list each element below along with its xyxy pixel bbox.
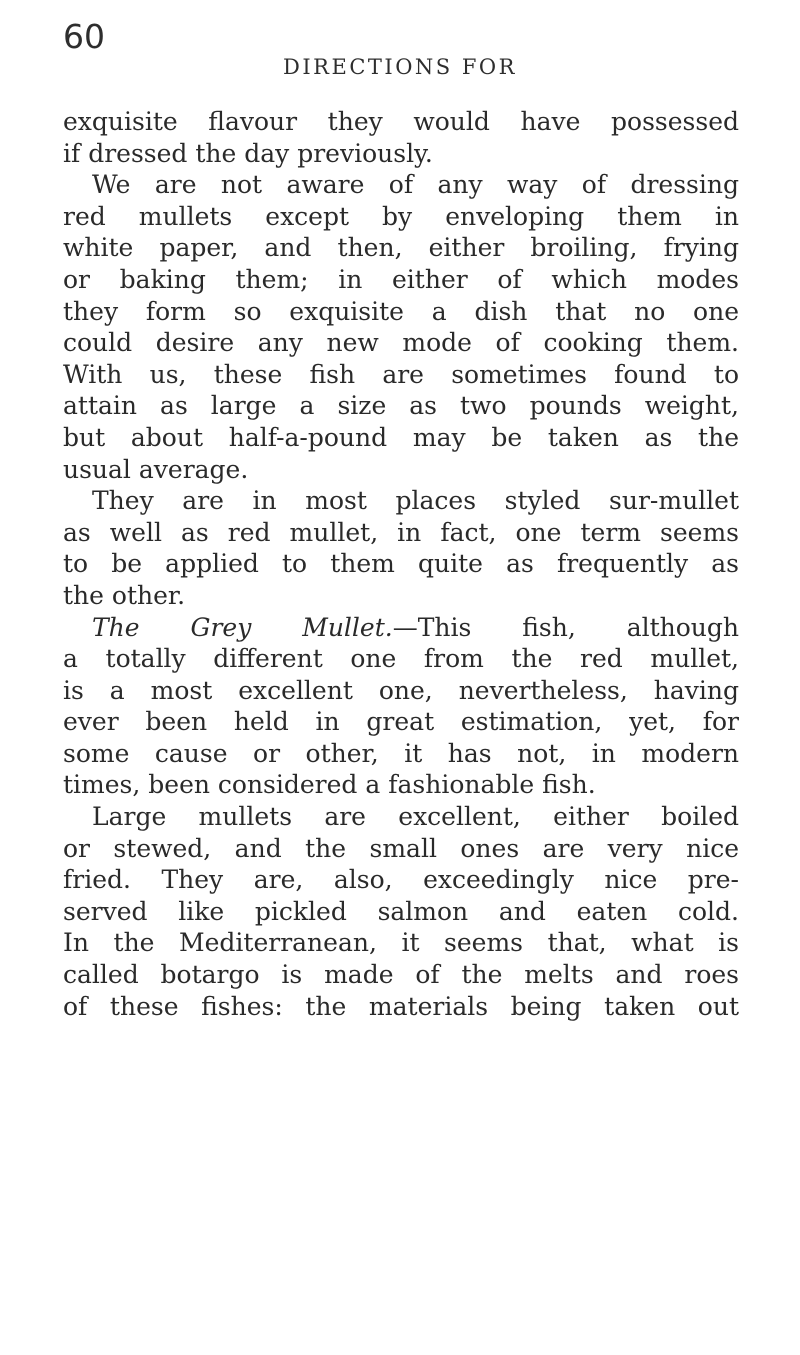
text-line: white paper, and then, either broiling, frying bbox=[63, 233, 739, 263]
text-line: some cause or other, it has not, in modern bbox=[63, 738, 739, 768]
text-line: They are in most places styled sur-mullet bbox=[92, 486, 739, 516]
text-line: Large mullets are excellent, either boiled bbox=[92, 802, 739, 832]
text-line: fried. They are, also, exceedingly nice pre- bbox=[63, 865, 739, 895]
text-line: if dressed the day previously. bbox=[63, 138, 433, 168]
text-line: a totally different one from the red mullet, bbox=[63, 644, 739, 674]
text-line: times, been considered a fashionable fish. bbox=[63, 770, 596, 800]
text-line: called botargo is made of the melts and roes bbox=[63, 960, 739, 990]
text-line: the other. bbox=[63, 580, 186, 610]
text-line: exquisite flavour they would have possessed bbox=[63, 107, 739, 136]
text-line: or stewed, and the small ones are very nice bbox=[63, 833, 739, 863]
text-line: attain as large a size as two pounds weight, bbox=[63, 391, 739, 421]
body-text bbox=[63, 106, 739, 1022]
text-line: is a most excellent one, nevertheless, having bbox=[63, 675, 739, 705]
page-number: 60 bbox=[63, 17, 105, 56]
text-line: With us, these fish are sometimes found to bbox=[63, 359, 739, 389]
text-line: In the Mediterranean, it seems that, what is bbox=[63, 928, 739, 958]
text-line-rest: —This fish, although bbox=[392, 612, 739, 642]
text-line: served like pickled salmon and eaten cold. bbox=[63, 896, 739, 926]
running-head: DIRECTIONS FOR bbox=[283, 55, 517, 79]
text-line: they form so exquisite a dish that no one bbox=[63, 296, 739, 326]
grey-mullet-line bbox=[63, 612, 739, 644]
grey-mullet-heading: The Grey Mullet. bbox=[92, 612, 393, 642]
text-line: We are not aware of any way of dressing bbox=[92, 170, 739, 200]
text-line: to be applied to them quite as frequently as bbox=[63, 549, 739, 579]
text-line: ever been held in great estimation, yet, for bbox=[63, 707, 739, 737]
text-line: could desire any new mode of cooking them. bbox=[63, 328, 739, 358]
text-line: usual average. bbox=[63, 454, 249, 484]
text-line: red mullets except by enveloping them in bbox=[63, 201, 739, 231]
text-line: but about half-a-pound may be taken as the bbox=[63, 422, 739, 452]
text-line: of these fishes: the materials being taken out bbox=[63, 991, 739, 1021]
text-line: as well as red mullet, in fact, one term seems bbox=[63, 517, 739, 547]
text-line: or baking them; in either of which modes bbox=[63, 264, 739, 294]
